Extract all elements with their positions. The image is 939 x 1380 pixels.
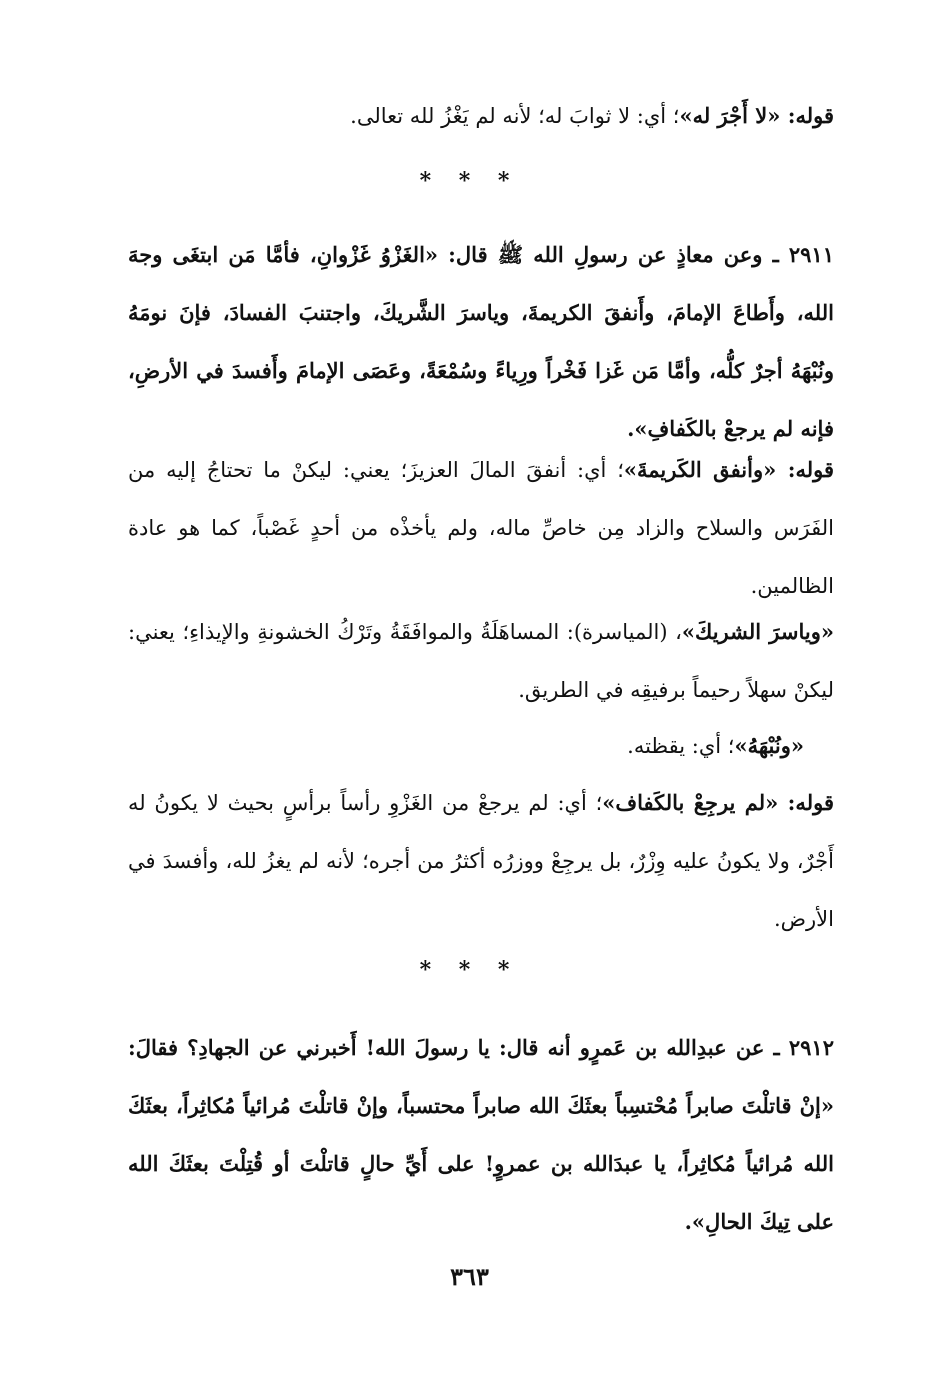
commentary-lead: «وياسرَ الشريكَ» [681, 619, 834, 644]
commentary-generous-spending [128, 441, 834, 615]
commentary-lead: قوله: «لا أَجْرَ له» [679, 103, 834, 128]
commentary-text: ؛ أي: يقظته. [627, 734, 735, 758]
commentary-text: ؛ أي: أنفقَ المالَ العزيزَ؛ يعني: ليكنْ ما تحتاجُ إليه من الفَرَس والسلاح والزاد مِن خاصِّ ماله، ولم يأخذْه من أحدٍ غَصْباً، كما هو عادة الظالمين. [128, 458, 834, 598]
commentary-partner [128, 603, 834, 719]
commentary-sufficiency [128, 774, 834, 948]
commentary-lead: قوله: «وأنفق الكَريمةَ» [623, 457, 834, 482]
page-number: ٣٦٣ [450, 1262, 489, 1291]
commentary-text: ؛ أي: لم يرجعْ من الغَزْوِ رأساً برأسٍ بحيث لا يكونُ له أَجْرٌ، ولا يكونُ عليه وِزْرٌ، بل يرجِعْ ووزرُه أكثرُ من أجره؛ لأنه لم يغزُ لله، وأفسدَ في الأرض. [128, 791, 834, 931]
commentary-no-reward [128, 96, 834, 136]
commentary-lead: قوله: «لم يرجِعْ بالكَفاف» [602, 790, 834, 815]
commentary-wakefulness [128, 726, 834, 766]
commentary-lead: «ونُبْهَهُ» [734, 733, 804, 758]
hadith-2912: ٢٩١٢ ـ عن عبدِالله بن عَمرٍو أنه قال: يا رسولَ الله! أَخبرني عن الجهادِ؟ فقالَ: «إنْ قاتلْتَ صابراً مُحْتسِباً بعثَكَ الله صابراً محتسباً، وإنْ قاتلْتَ مُرائياً مُكاثِراً، بعثَكَ الله مُرائياً مُكاثِراً، يا عبدَالله بن عمروٍ! على أَيِّ حالٍ قاتلْتَ أو قُتِلْتَ بعثَكَ الله على تِيكَ الحالِ». [128, 1035, 834, 1234]
commentary-text: ، (المياسرة): المساهَلَةُ والموافَقَةُ وتَرْكُ الخشونةِ والإيذاءِ؛ يعني: ليكنْ سهلاً رحيماً برفيقِه في الطريق. [128, 620, 834, 702]
section-separator: * * * [419, 168, 520, 194]
commentary-text: ؛ أي: لا ثوابَ له؛ لأنه لم يَغْزُ لله تعالى. [350, 104, 680, 128]
hadith-2911: ٢٩١١ ـ وعن معاذٍ عن رسولِ الله ﷺ قال: «الغَزْوُ غَزْوانِ، فأمَّا مَن ابتغَى وجهَ الله، وأَطاعَ الإمامَ، وأَنفقَ الكريمةَ، وياسرَ الشَّريكَ، واجتنبَ الفسادَ، فإنَ نومَهُ ونُبْهَهُ أجرٌ كلُّه، وأمَّا مَن غَزا فَخْراً ورِياءً وسُمْعَةً، وعَصَى الإمامَ وأَفسدَ في الأرضِ، فإنه لم يرجعْ بالكَفافِ». [128, 242, 834, 441]
section-separator: * * * [419, 957, 520, 983]
